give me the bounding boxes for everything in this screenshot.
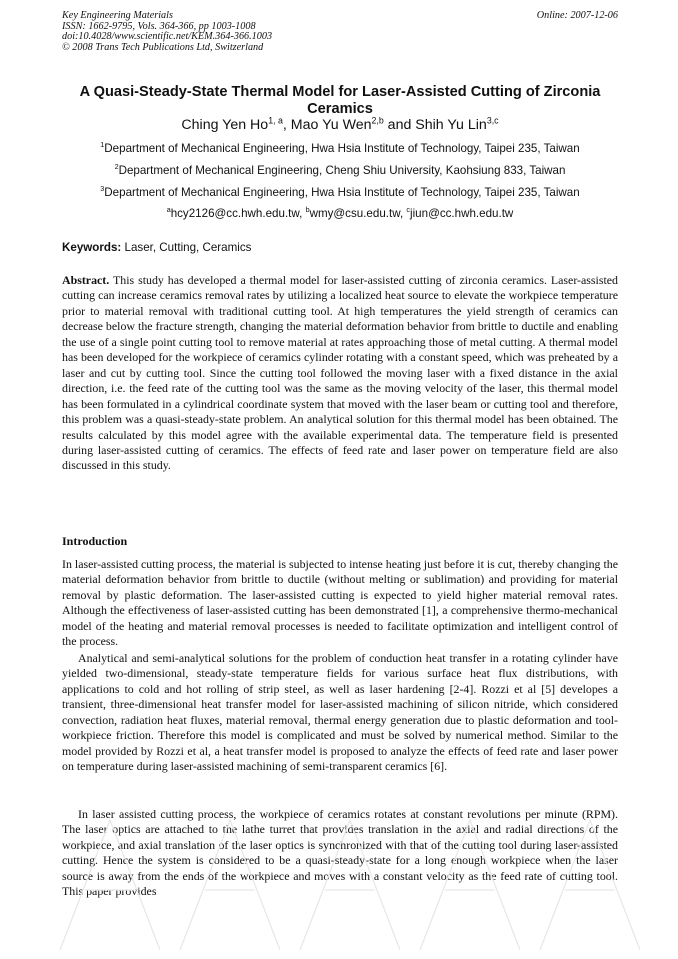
affiliation-text: Department of Mechanical Engineering, Hwa Hsia Institute of Technology, Taipei 235, Taiwan xyxy=(104,186,580,199)
abstract-label: Abstract. xyxy=(62,273,110,287)
affiliation-superscript: 1 xyxy=(100,140,105,150)
affiliation-text: Department of Mechanical Engineering, Cheng Shiu University, Kaohsiung 833, Taiwan xyxy=(118,164,566,177)
author-name: Shih Yu Lin xyxy=(415,117,487,133)
affiliation-superscript: 2 xyxy=(114,162,119,172)
email-superscript: a xyxy=(166,205,171,215)
affiliation-text: Department of Mechanical Engineering, Hwa Hsia Institute of Technology, Taipei 235, Taiwan xyxy=(104,142,580,155)
section-heading-introduction: Introduction xyxy=(62,534,128,548)
author-list xyxy=(62,117,618,134)
journal-name: Key Engineering Materials xyxy=(62,10,173,21)
email-address: wmy@csu.edu.tw xyxy=(309,207,400,220)
online-date: Online: 2007-12-06 xyxy=(536,10,618,21)
intro-paragraph: In laser-assisted cutting process, the material is subjected to intense heating just before it is cut, thereby changing the material deformation behavior from brittle to ductile (without melting or sublimation) and providing for material removal by plastic deformation. The laser-assisted cutting is expected to yield higher material removal rates. Although the effectiveness of laser-assisted cutting has been demonstrated [1], a comprehensive thermo-mechanical model of the heating and material removal processes is needed to facilitate optimization and intelligent control of the process. xyxy=(62,557,618,649)
issn-line: ISSN: 1662-9795, Vols. 364-366, pp 1003-1008 xyxy=(62,20,256,32)
email-superscript: c xyxy=(406,205,411,215)
author-superscript: 2,b xyxy=(371,115,384,126)
keywords xyxy=(62,241,251,255)
author-and: and xyxy=(383,117,416,133)
abstract-text: This study has developed a thermal model for laser-assisted cutting of zirconia ceramics. Laser-assisted cutting can increase ceramics removal rates by utilizing a localized heat source to elevate the workpiece temperature prior to material removal with traditional cutting tool. At high temperatures the yield strength of ceramics can decrease below the fracture strength, changing the material deformation behavior from brittle to ductile and enabling the use of a single point cutting tool to remove material at rates approaching those of metal cutting. A thermal model has been developed for the workpiece of ceramics cylinder rotating with a constant speed, which was preheated by a laser and cut by cutting tool. Since the cutting tool followed the moving laser with a fixed distance in the axial direction, i.e. the feed rate of the cutting tool was the same as the moving velocity of the laser, this thermal model has been formulated in a cylindrical coordinate system that moved with the laser beam or cutting tool and therefore, this problem was a quasi-steady-state problem. An analytical solution for this thermal model has been obtained. The results calculated by this model agree with the available experimental data. The temperature field is presented during laser-assisted cutting of ceramics. The effects of feed rate and laser power on temperature field are also discussed in this study. xyxy=(62,273,618,473)
author-name: Mao Yu Wen xyxy=(290,117,372,133)
intro-paragraph: In laser assisted cutting process, the workpiece of ceramics rotates at constant revolutions per minute (RPM). The laser optics are attached to the lathe turret that provides translation in the axial and radial directions of the workpiece, and axial translation of the laser optics is synchronized with that of the cutting tool during laser-assisted cutting. Hence the system is considered to be a quasi-steady-state for a long enough workpiece when the laser source is away from the ends of the workpiece and moves with a constant velocity as the feed rate of cutting tool. This paper provides xyxy=(62,807,618,899)
email-list: $^a$hcy2126@cc.hwh.edu.tw, $^b$wmy@csu.edu.tw, $^c$jiun@cc.hwh.edu.tw xyxy=(166,205,514,220)
email-address: jiun@cc.hwh.edu.tw xyxy=(410,207,514,220)
journal-header xyxy=(62,11,618,53)
affiliation-superscript: 3 xyxy=(100,184,105,194)
doi-line: doi:10.4028/www.scientific.net/KEM.364-366.1003 xyxy=(62,31,273,43)
affiliation xyxy=(62,164,618,178)
copyright-line: © 2008 Trans Tech Publications Ltd, Switzerland xyxy=(62,41,264,53)
author-superscript: 3,c xyxy=(486,115,499,126)
affiliation xyxy=(62,186,618,200)
email-superscript: b xyxy=(305,205,310,215)
author-separator: , xyxy=(282,117,291,133)
keywords-text: Laser, Cutting, Ceramics xyxy=(121,241,252,254)
abstract xyxy=(62,273,618,474)
paper-title: A Quasi-Steady-State Thermal Model for Laser-Assisted Cutting of Zirconia Ceramics xyxy=(79,84,601,117)
author-superscript: 1, a xyxy=(268,115,283,126)
author-name: Ching Yen Ho xyxy=(181,117,269,133)
affiliation xyxy=(62,142,618,156)
email-address: hcy2126@cc.hwh.edu.tw xyxy=(170,207,300,220)
keywords-label: Keywords: xyxy=(62,241,122,254)
intro-paragraph: Analytical and semi-analytical solutions for the problem of conduction heat transfer in a rotating cylinder have yielded two-dimensional, steady-state temperature fields for various surface heat flux distributions, with applications to cold and hot rolling of strip steel, as well as laser hardening [2-4]. Rozzi et al [5] developes a transient, three-dimensional heat transfer model for laser-assisted machining of silicon nitride, which considered convection, radiation heat fluxes, material removal, thermal energy generation due to plastic deformation and tool-workpiece friction. Therefore this model is complicated and must be solved by numerical method. Similar to the model provided by Rozzi et al, a heat transfer model is proposed to analyze the effects of feed rate and laser power on temperature during laser-assisted machining of semi-transparent ceramics [6]. xyxy=(62,651,618,774)
